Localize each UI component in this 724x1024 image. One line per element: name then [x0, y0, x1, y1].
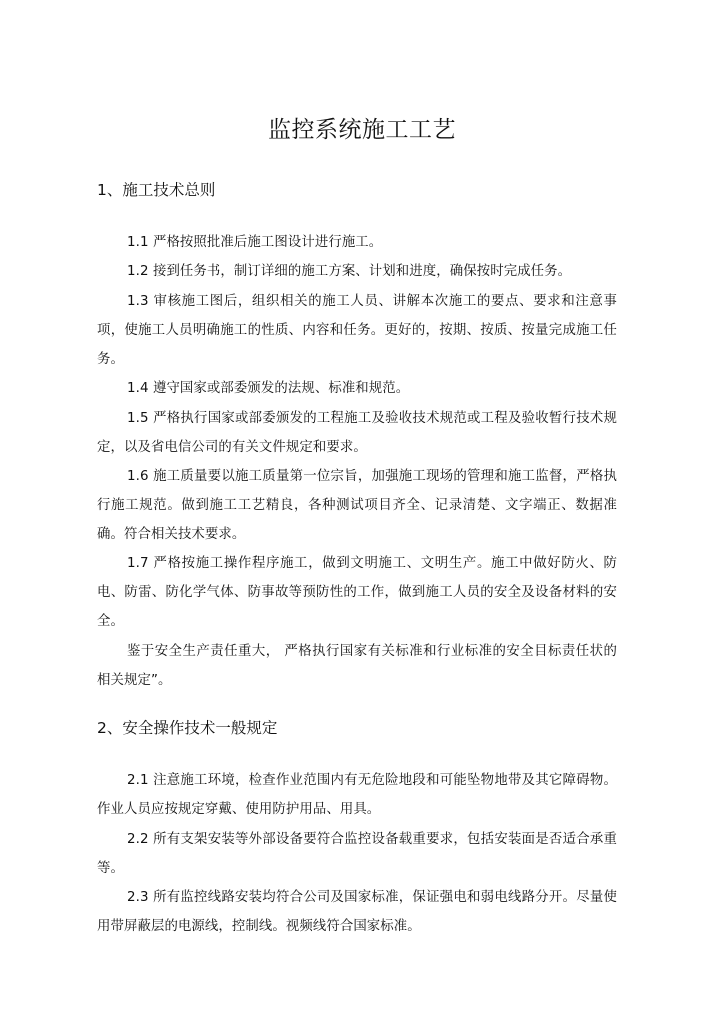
paragraph-1-3: 1.3 审核施工图后，组织相关的施工人员、讲解本次施工的要点、要求和注意事项，使施工人员明确施工的性质、内容和任务。更好的，按期、按质、按量完成施工任务。 [97, 294, 617, 368]
paragraph-2-2: 2.2 所有支架安装等外部设备要符合监控设备载重要求，包括安装面是否适合承重等。 [97, 832, 617, 877]
paragraph-1-1: 1.1 严格按照批准后施工图设计进行施工。 [127, 235, 383, 250]
paragraph-1-7: 1.7 严格按施工操作程序施工，做到文明施工、文明生产。施工中做好防火、防电、防雷、防化学气体、防事故等预防性的工作，做到施工人员的安全及设备材料的安全。 [97, 556, 617, 630]
paragraph-1-6: 1.6 施工质量要以施工质量第一位宗旨，加强施工现场的管理和施工监督，严格执行施工规范。做到施工工艺精良，各种测试项目齐全、记录清楚、文字端正、数据准确。符合相关技术要求。 [97, 469, 617, 543]
section-heading-1: 1、施工技术总则 [97, 181, 216, 199]
paragraph-2-1: 2.1 注意施工环境，检查作业范围内有无危险地段和可能坠物地带及其它障碍物。作业人员应按规定穿戴、使用防护用品、用具。 [97, 773, 617, 818]
paragraph-2-3: 2.3 所有监控线路安装均符合公司及国家标准，保证强电和弱电线路分开。尽量使用带屏蔽层的电源线，控制线。视频线符合国家标准。 [97, 890, 617, 935]
paragraph-1-8: 鉴于安全生产责任重大， 严格执行国家有关标准和行业标准的安全目标责任状的相关规定”。 [97, 644, 617, 689]
section-heading-2: 2、安全操作技术一般规定 [97, 719, 278, 737]
paragraph-1-5: 1.5 严格执行国家或部委颁发的工程施工及验收技术规范或工程及验收暂行技术规定，以及省电信公司的有关文件规定和要求。 [97, 411, 617, 456]
paragraph-1-4: 1.4 遵守国家或部委颁发的法规、标准和规范。 [127, 381, 410, 396]
paragraph-1-2: 1.2 接到任务书，制订详细的施工方案、计划和进度，确保按时完成任务。 [127, 264, 572, 279]
page-title: 监控系统施工工艺 [268, 117, 456, 143]
